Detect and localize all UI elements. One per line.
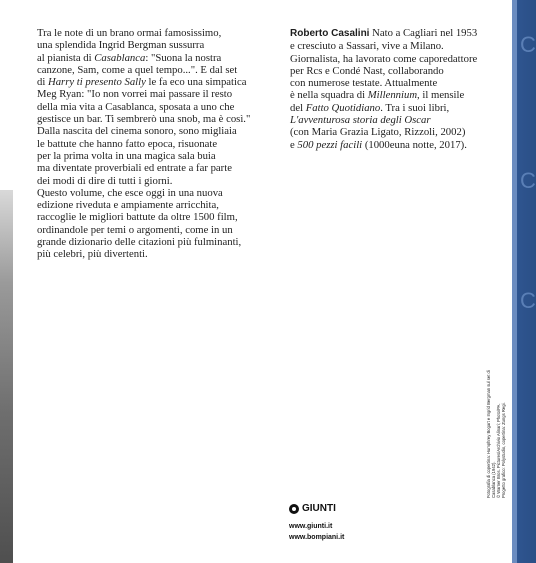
publisher-name: GIUNTI [302, 503, 336, 514]
spine-letter-decoration: C [520, 168, 536, 193]
bio-line: e cresciuto a Sassari, vive a Milano. [290, 40, 444, 53]
blurb-line: Tra le note di un brano ormai famosissimo, [37, 27, 222, 39]
credit-line: Progetto grafico: Polystudio, copertina: Zungs Regi. [501, 402, 506, 498]
bio-line: e 500 pezzi facili (1000euna notte, 2017). [290, 138, 467, 151]
italic-title: Fatto Quotidiano [305, 101, 381, 114]
publisher-logo [289, 503, 336, 514]
spine-letter-decoration: C [520, 32, 536, 57]
author-bio [290, 27, 490, 151]
italic-title: Harry ti presento Sally [48, 76, 146, 89]
bio-line: Nato a Cagliari nel 1953 [369, 27, 478, 39]
blurb-line: Meg Ryan: "Io non vorrei mai passare il resto [37, 88, 233, 101]
blurb-line: le battute che hanno fatto epoca, risuonate [37, 137, 218, 150]
blurb-line: Dalla nascita del cinema sonoro, sono migliaia [37, 125, 237, 138]
giunti-logo-icon [289, 504, 299, 514]
italic-title: 500 pezzi facili [297, 138, 363, 151]
photo-credit [486, 368, 506, 498]
blurb-line: una splendida Ingrid Bergman sussurra [37, 39, 205, 52]
spine-letter-decoration: C [520, 288, 536, 313]
blurb-line: al pianista di Casablanca: "Suona la nostra [37, 51, 222, 64]
back-cover-blurb [37, 27, 277, 261]
blurb-line: per la prima volta in una magica sala buia [37, 149, 216, 162]
publisher-websites [289, 521, 344, 543]
blurb-line: raccoglie le migliori battute da oltre 1500 film, [37, 211, 238, 224]
blurb-line: gestisce un bar. Ti sembrerò una snob, ma è così." [37, 113, 251, 126]
blurb-line: dei modi di dire di tutti i giorni. [37, 174, 173, 187]
website-giunti[interactable]: www.giunti.it [289, 523, 333, 530]
credit-line: © Warner Bros. Pictures/Archivio Alinari; Photo/PA. [496, 403, 501, 498]
bio-line: è nella squadra di Millennium, il mensile [290, 89, 465, 102]
bio-body [290, 40, 490, 151]
blurb-line: canzone, Sam, come a quel tempo...". E dal set [37, 63, 238, 76]
book-spine [512, 0, 536, 563]
blurb-line: ma diventate proverbiali ed entrate a far parte [37, 162, 232, 175]
blurb-line: edizione riveduta e ampiamente arricchita, [37, 199, 219, 212]
bio-line: del Fatto Quotidiano. Tra i suoi libri, [290, 101, 450, 114]
italic-title: Millennium [367, 89, 418, 102]
bio-line [290, 114, 490, 126]
blurb-line: della mia vita a Casablanca, sposata a uno che [37, 100, 235, 113]
website-bompiani[interactable]: www.bompiani.it [289, 534, 345, 541]
cover-photo-edge [0, 190, 13, 563]
bio-line: Giornalista, ha lavorato come caporedattore [290, 52, 478, 65]
blurb-line: grande dizionario delle citazioni più fulminanti, [37, 236, 242, 249]
bio-line: con numerose testate. Attualmente [290, 77, 438, 90]
italic-title: L'avventurosa storia degli Oscar [290, 114, 431, 127]
blurb-line: Questo volume, che esce oggi in una nuova [37, 186, 223, 199]
bio-line: (con Maria Grazia Ligato, Rizzoli, 2002) [290, 126, 466, 139]
blurb-line: più celebri, più divertenti. [37, 248, 148, 261]
italic-title: Casablanca [94, 51, 146, 64]
author-bio-first-line [290, 27, 490, 40]
bio-line: per Rcs e Condé Nast, collaborando [290, 64, 444, 77]
author-name: Roberto Casalini [290, 28, 370, 39]
blurb-line: di Harry ti presento Sally le fa eco una simpatica [37, 76, 247, 89]
credit-line: Fotografia di copertina: Humphrey Bogart e Ingrid Bergman sul set di Casablanca (1942). [486, 370, 496, 498]
blurb-line: ordinandole per temi o argomenti, come in un [37, 223, 233, 236]
